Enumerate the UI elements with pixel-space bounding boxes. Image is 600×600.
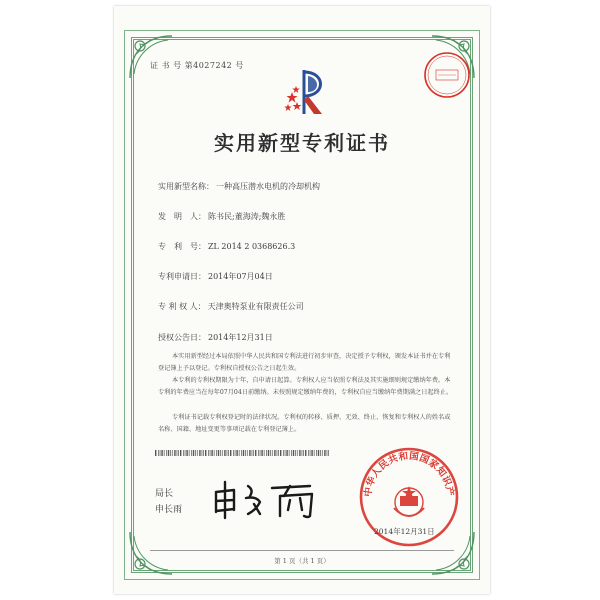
field-value: 天津奥特泵业有限责任公司	[207, 302, 304, 311]
field-utility-model-name	[158, 181, 320, 192]
body-paragraph: 本专利的专利权期限为十年，自申请日起算。专利权人应当依照专利法及其实施细则规定缴纳年费。本专利的年费应当在每年07月04日前缴纳。未按照规定缴纳年费的，专利权自应当缴纳年费期满之日起终止。	[158, 377, 453, 396]
field-value: 陈书民;董海涛;魏永胜	[208, 212, 286, 221]
field-value: ZL 2014 2 0368626.3	[208, 242, 296, 251]
corner-ornament-icon	[128, 530, 174, 576]
field-patentee	[158, 301, 304, 312]
handwritten-signature-icon	[210, 478, 330, 520]
body-paragraph: 本实用新型经过本局依照中华人民共和国专利法进行初步审查，决定授予专利权，颁发本证书并在专利登记簿上予以登记。专利权自授权公告之日起生效。	[158, 353, 451, 372]
seal-date: 2014年12月31日	[374, 527, 435, 536]
corner-ornament-icon	[128, 34, 174, 80]
footer-divider	[150, 550, 454, 551]
body-paragraph: 专利证书记载专利权登记时的法律状况。专利权的转移、质押、无效、终止、恢复和专利权人的姓名或名称、国籍、地址变更等事项记载在专利登记簿上。	[158, 414, 451, 433]
signature-name-label: 申长雨	[155, 505, 183, 515]
field-inventor	[158, 211, 285, 222]
field-label: 授权公告日：	[158, 333, 206, 342]
field-value: 2014年07月04日	[208, 272, 273, 281]
field-grant-date	[158, 332, 273, 343]
patent-office-logo-icon	[278, 62, 338, 122]
field-value: 一种高压潜水电机的冷却机构	[216, 182, 320, 191]
seal-text: 中华人民共和国国家知识产	[362, 450, 456, 498]
page-footer: 第 1 页（共 1 页）	[274, 557, 330, 565]
svg-text:中华人民共和国国家知识产权局	[358, 446, 456, 497]
field-label: 发 明 人：	[158, 212, 206, 221]
field-label: 专利申请日：	[158, 272, 206, 281]
field-value: 2014年12月31日	[208, 333, 273, 342]
field-label: 实用新型名称：	[158, 182, 214, 191]
field-patent-number	[158, 241, 295, 252]
barcode-icon	[155, 450, 330, 456]
certificate-title: 实用新型专利证书	[214, 131, 390, 155]
agency-stamp-icon	[422, 50, 472, 100]
field-filing-date	[158, 271, 273, 282]
certificate-number: 证 书 号 第4027242 号	[150, 61, 244, 70]
field-label: 专 利 权 人：	[158, 302, 206, 311]
field-label: 专 利 号：	[158, 242, 206, 251]
signature-title-label: 局长	[155, 489, 174, 499]
